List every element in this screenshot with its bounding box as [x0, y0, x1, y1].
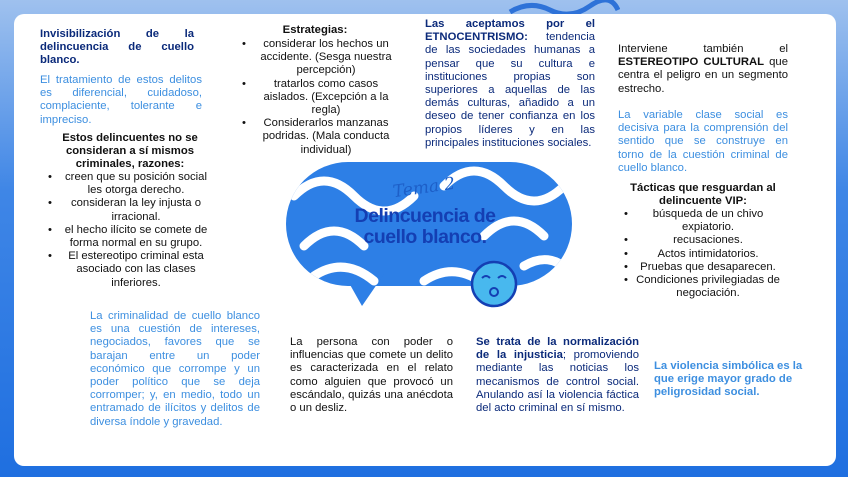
powerful-person-paragraph: La persona con poder o influencias que comete un delito es caracterizada en el relato como alguien que provocó un escándalo, quizás una anécdota o un desliz. [290, 336, 453, 415]
list-item: • consideran la ley injusta o irracional. [46, 197, 214, 223]
list-item: • Actos intimidatorios. [622, 248, 782, 261]
symbolic-violence-paragraph: La violencia simbólica es la que erige mayor grado de peligrosidad social. [654, 360, 803, 399]
list-item: • búsqueda de un chivo expiatorio. [622, 208, 782, 234]
list-item: • considerar los hechos un accidente. (Sesga nuestra percepción) [240, 38, 400, 78]
stereotype-text-after: que centra el peligro en un segmento estrecho. [618, 56, 788, 95]
strategies-title: Estrategias: [282, 24, 348, 36]
list-item: • El estereotipo criminal esta asociado con las clases inferiores. [46, 250, 214, 290]
list-item: • Considerarlos manzanas podridas. (Mala conducta individual) [240, 117, 400, 157]
ethnocentrism-paragraph [425, 18, 595, 150]
tactics-title: Tácticas que resguardan al delincuente VIP: [630, 182, 776, 208]
criminality-paragraph: La criminalidad de cuello blanco es una cuestión de intereses, negociados, favores que se barajan entre un poder económico que corrompe y un poder político que se deja corromper; y, en medio, todo un entramado de ilícitos y delitos de diversa índole y gravedad. [90, 310, 260, 428]
reasons-list [46, 171, 214, 290]
smiling-face-icon [472, 262, 516, 306]
tactics-list [622, 208, 782, 300]
social-class-paragraph: La variable clase social es decisiva para la comprensión del sentido que se construye en torno de la cuestión criminal de cuello blanco. [618, 109, 788, 174]
ethnocentrism-lead: Las aceptamos por el ETNOCENTRISMO: [425, 18, 595, 44]
invisibilization-heading: Invisibilización de la delincuencia de cuello blanco. [40, 28, 194, 67]
stereotype-text-before: Interviene también el [618, 43, 788, 55]
list-item: • recusaciones. [622, 234, 782, 247]
ethnocentrism-text: tendencia de las sociedades humanas a pensar que su cultura e instituciones propias son superiores a aquellas de las demás culturas, añadido a un deseo de tener confianza en los propios líderes y en las principales instituciones sociales. [425, 31, 595, 149]
strategies-list [240, 38, 400, 157]
list-item: • tratarlos como casos aislados. (Excepción a la regla) [240, 78, 400, 118]
list-item: • Pruebas que desaparecen. [622, 261, 782, 274]
treatment-intro: El tratamiento de estos delitos es diferencial, cuidadoso, complaciente, tolerante e impreciso. [40, 74, 202, 126]
topic-number: Tema 2 [391, 173, 457, 203]
reasons-title: Estos delincuentes no se consideran a sí mismos criminales, razones: [62, 132, 198, 171]
top-swirl-accent [500, 0, 620, 14]
normalization-bold: Se trata de la normalización de la injusticia [476, 336, 639, 362]
list-item: • creen que su posición social les otorga derecho. [46, 171, 214, 197]
list-item: • el hecho ilícito se comete de forma normal en su grupo. [46, 224, 214, 250]
normalization-rest: ; promoviendo mediante las noticias los mecanismos de control social. Anulando así la violencia fáctica del acto criminal en sí mismo. [476, 349, 639, 415]
list-item: • Condiciones privilegiadas de negociación. [622, 274, 782, 300]
stereotype-bold: ESTEREOTIPO CULTURAL [618, 56, 765, 69]
main-title: Delincuencia de cuello blanco. [354, 205, 496, 248]
cultural-stereotype-paragraph [618, 43, 788, 96]
normalization-paragraph [476, 336, 639, 415]
